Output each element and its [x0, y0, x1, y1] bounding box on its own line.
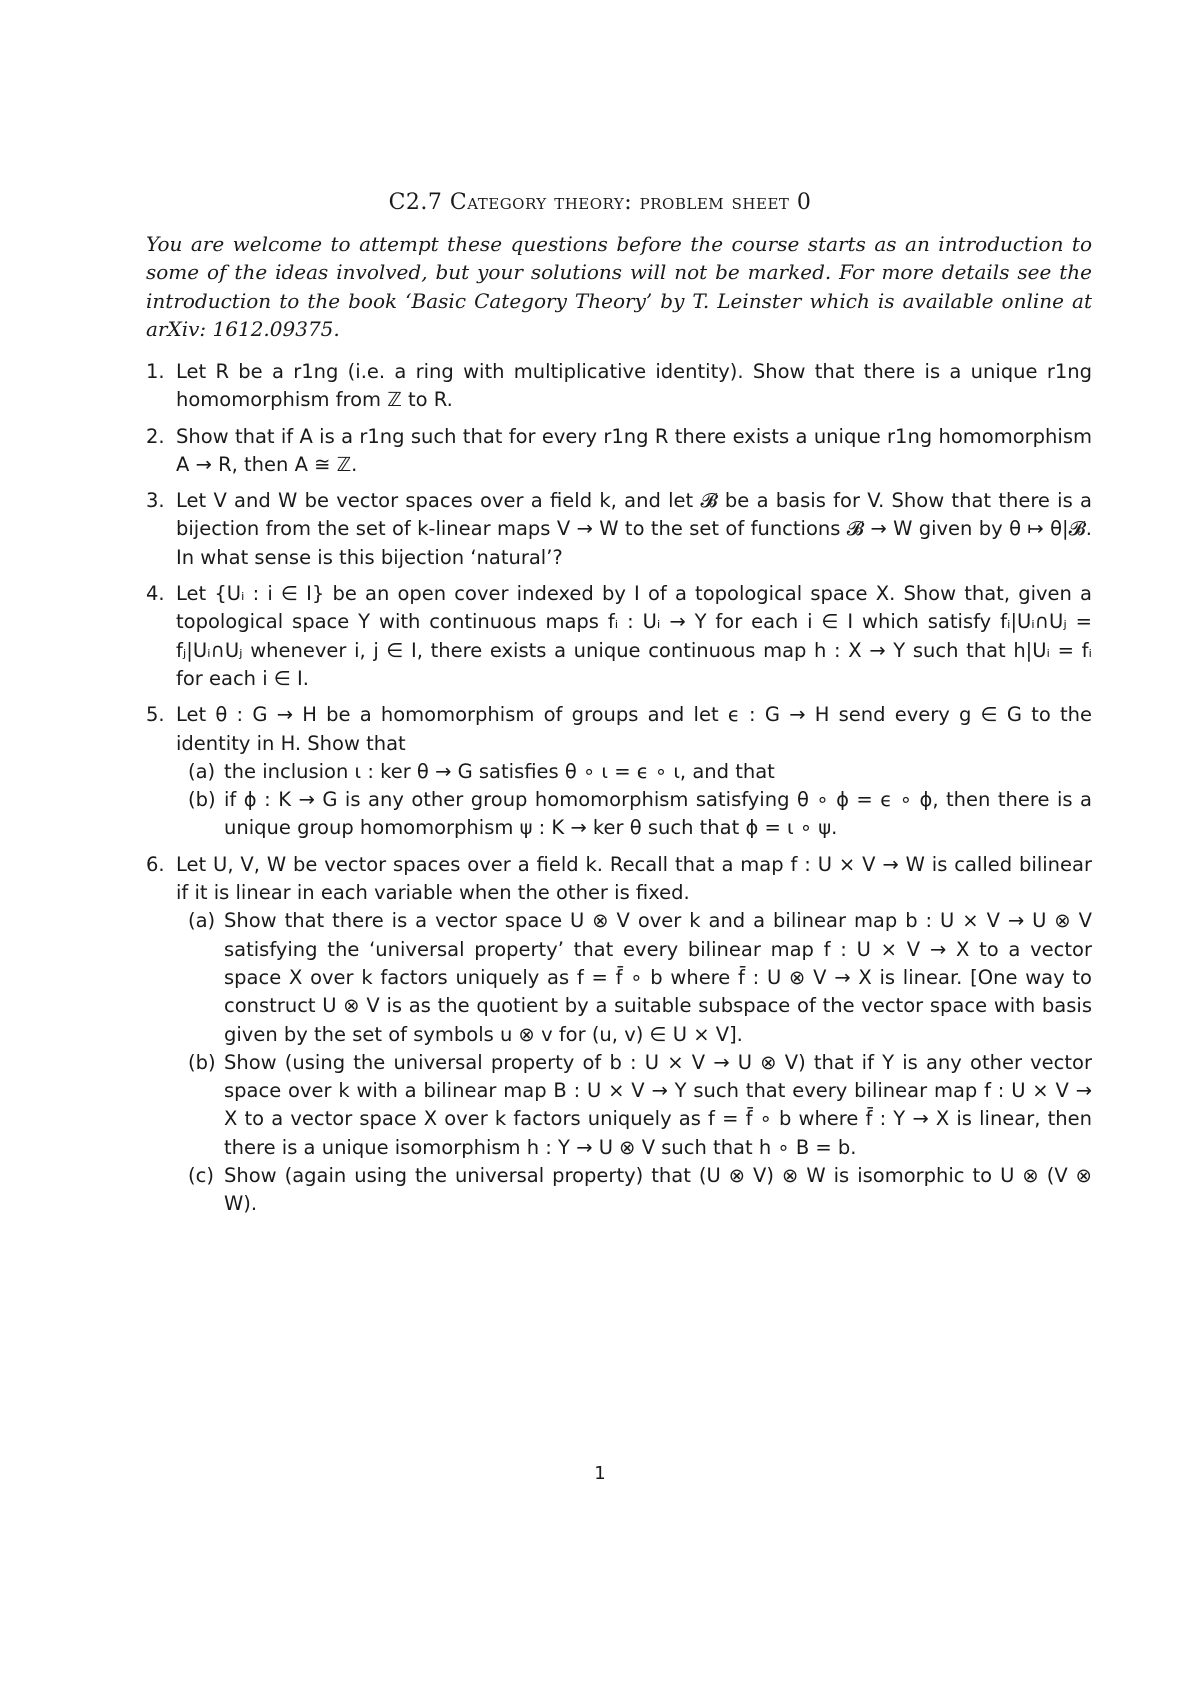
page-title: C2.7 Category theory: problem sheet 0 — [388, 190, 812, 215]
problem-part — [146, 1162, 1092, 1219]
problem-part — [146, 907, 1092, 1048]
problem-part — [146, 1049, 1092, 1162]
part-text: Show (using the universal property of b : U × V → U ⊗ V) that if Y is any other vector space over k with a bilinear map B : U × V → Y such that every bilinear map f : U × V → X to a vector space X over k factors uniquely as f = f̄ ∘ b where f̄ : Y → X is linear, then there is a unique isomorphism h : Y → U ⊗ V such that h ∘ B = b. — [224, 1050, 1092, 1159]
part-label: (c) — [188, 1164, 214, 1188]
part-label: (a) — [188, 759, 216, 783]
problem-text: Let {Uᵢ : i ∈ I} be an open cover indexed by I of a topological space X. Show that, given a topological space Y with continuous maps fᵢ : Uᵢ → Y for each i ∈ I which satisfy fᵢ|Uᵢ∩Uⱼ = fⱼ|Uᵢ∩Uⱼ whenever i, j ∈ I, there exists a unique continuous map h : X → Y such that h|Uᵢ = fᵢ for each i ∈ I. — [176, 582, 1092, 690]
part-label: (b) — [188, 1050, 216, 1074]
problem-text: Let V and W be vector spaces over a field k, and let 𝓑 be a basis for V. Show that there is a bijection from the set of k-linear maps V → W to the set of functions 𝓑 → W given by θ ↦ θ|𝓑. In what sense is this bijection ‘natural’? — [176, 489, 1092, 569]
problem-number: 1. — [146, 360, 165, 383]
problem-number: 4. — [146, 582, 165, 606]
problem-item — [146, 487, 1092, 572]
part-label: (a) — [188, 909, 216, 933]
problem-number: 5. — [146, 703, 165, 727]
part-text: if ϕ : K → G is any other group homomorphism satisfying θ ∘ ϕ = ϵ ∘ ϕ, then there is a unique group homomorphism ψ : K → ker θ such that ϕ = ι ∘ ψ. — [224, 788, 1092, 840]
problem-text: Let θ : G → H be a homomorphism of groups and let ϵ : G → H send every g ∈ G to the identity in H. Show that — [176, 703, 1092, 755]
problem-item — [146, 701, 1092, 842]
problem-item — [146, 851, 1092, 1219]
part-label: (b) — [188, 788, 216, 812]
problem-list — [146, 358, 1092, 1227]
problem-number: 3. — [146, 489, 165, 513]
problem-number: 6. — [146, 852, 165, 876]
problem-part — [146, 786, 1092, 843]
problem-text: Let R be a r1ng (i.e. a ring with multiplicative identity). Show that there is a unique r1ng homomorphism from ℤ to R. — [176, 360, 1092, 412]
page-number: 1 — [594, 1463, 606, 1484]
part-text: the inclusion ι : ker θ → G satisfies θ ∘ ι = ϵ ∘ ι, and that — [224, 759, 775, 783]
problem-item — [146, 423, 1092, 480]
problem-text: Show that if A is a r1ng such that for every r1ng R there exists a unique r1ng homomorphism A → R, then A ≅ ℤ. — [176, 424, 1092, 476]
problem-item — [146, 580, 1092, 693]
part-text: Show (again using the universal property) that (U ⊗ V) ⊗ W is isomorphic to U ⊗ (V ⊗ W). — [224, 1164, 1092, 1216]
problem-text: Let U, V, W be vector spaces over a field k. Recall that a map f : U × V → W is called bilinear if it is linear in each variable when the other is fixed. — [176, 852, 1092, 905]
problem-item — [146, 358, 1092, 415]
part-text: Show that there is a vector space U ⊗ V over k and a bilinear map b : U × V → U ⊗ V satisfying the ‘universal property’ that every bilinear map f : U × V → X to a vector space X over k factors uniquely as f = f̄ ∘ b where f̄ : U ⊗ V → X is linear. [One way to construct U ⊗ V is as the quotient by a suitable subspace of the vector space with basis given by the set of symbols u ⊗ v for (u, v) ∈ U × V]. — [224, 909, 1092, 1046]
intro-paragraph: You are welcome to attempt these questions before the course starts as an introduction to some of the ideas involved, but your solutions will not be marked. For more details see the introduction to the book ‘Basic Category Theory’ by T. Leinster which is available online at arXiv: 1612.09375. — [146, 232, 1092, 341]
problem-part — [146, 758, 1092, 786]
problem-number: 2. — [146, 424, 165, 448]
